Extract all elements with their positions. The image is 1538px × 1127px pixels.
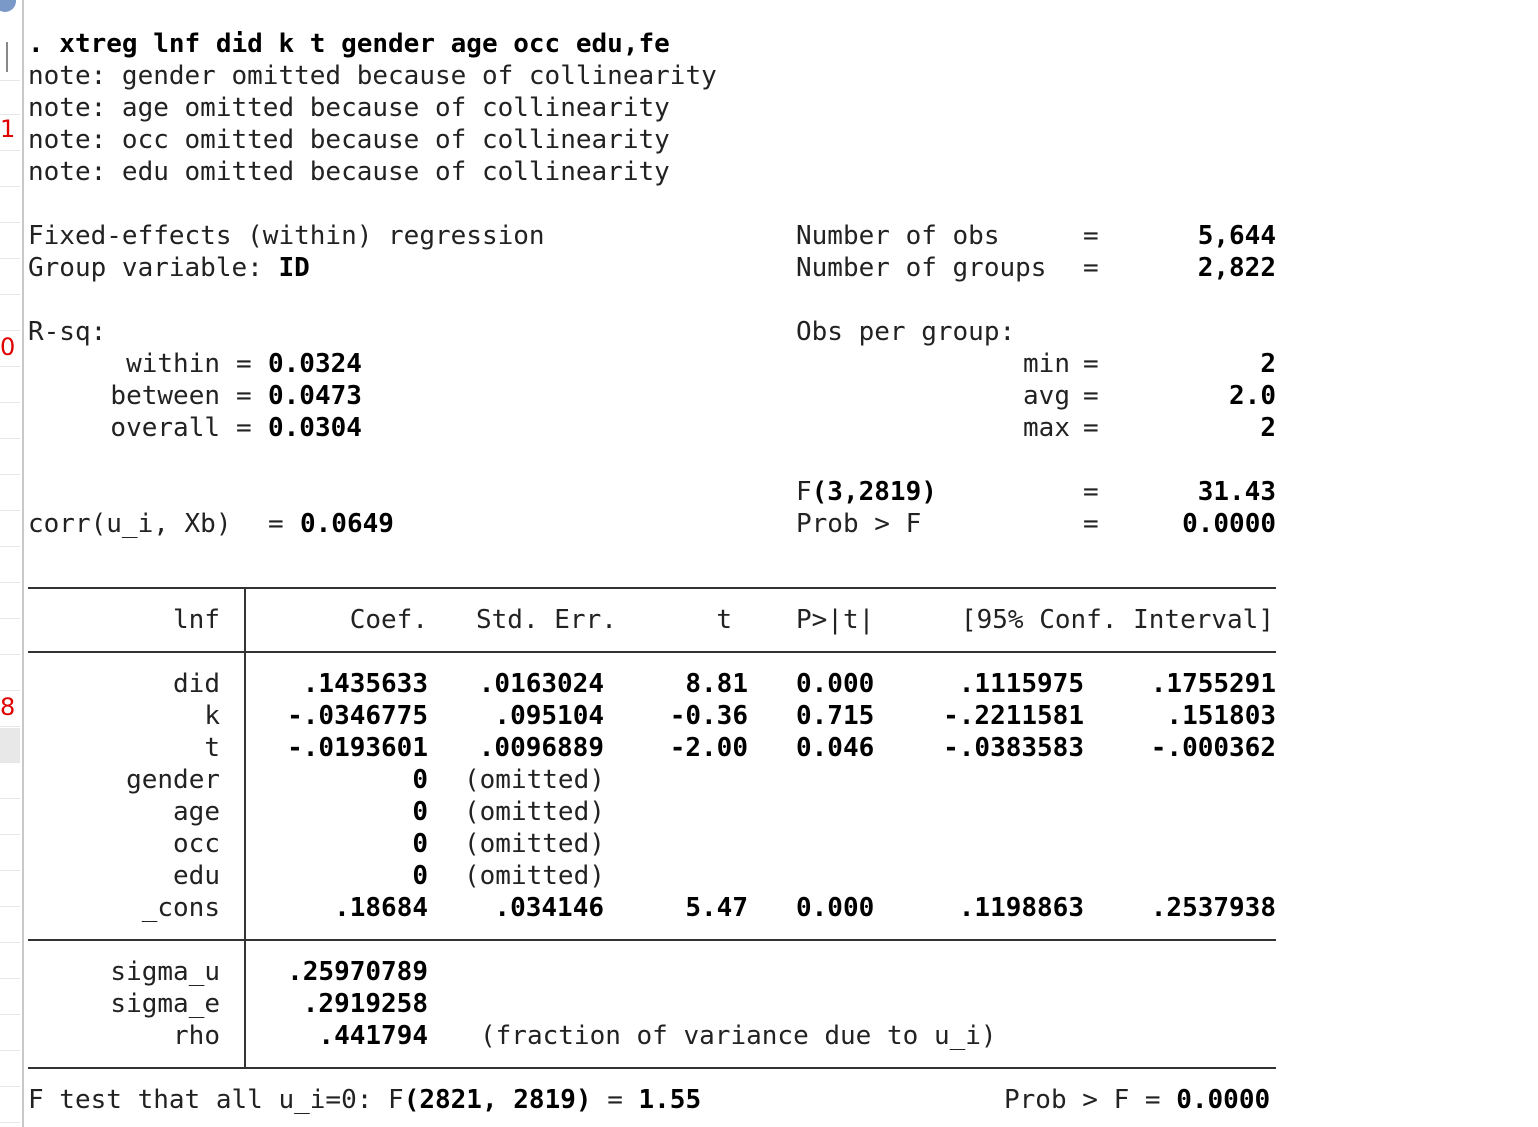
note-line: note: occ omitted because of collinearity [28, 125, 670, 155]
row-variable: edu [173, 861, 220, 891]
f-test-prob-value: 0.0000 [1176, 1085, 1271, 1115]
row-variable: gender [126, 765, 220, 795]
row-p: 0.715 [796, 701, 875, 731]
gutter-number: 1 [0, 115, 16, 143]
equals-sign: = [1144, 1085, 1161, 1115]
gutter-line [0, 618, 20, 619]
gutter-highlight [0, 728, 20, 762]
f-test-line [28, 1084, 701, 1116]
gutter-line [0, 726, 20, 727]
group-variable-value: ID [278, 253, 310, 283]
header-rule [28, 651, 1276, 653]
nobs-label: Number of obs [796, 221, 1000, 251]
gutter-line [0, 150, 20, 151]
gutter-line [0, 906, 20, 907]
row-variable: _cons [141, 893, 220, 923]
row-coef: -.0346775 [287, 701, 428, 731]
note-line: note: gender omitted because of collinearity [28, 61, 717, 91]
gutter-line [0, 654, 20, 655]
overall-label: overall [110, 413, 220, 443]
f-test-prob-label: Prob > F [1004, 1085, 1130, 1115]
avg-value: 2.0 [1229, 381, 1276, 411]
row-t: 8.81 [685, 669, 748, 699]
row-ci-high: .151803 [1166, 701, 1276, 731]
gutter-line [0, 870, 20, 871]
table-top-rule [28, 587, 1276, 589]
sigma-label: sigma_e [110, 989, 220, 1019]
gutter-line [0, 834, 20, 835]
rsq-label: R-sq: [28, 317, 107, 347]
gutter-line [0, 546, 20, 547]
regression-title: Fixed-effects (within) regression [28, 221, 545, 251]
row-ci-high: -.000362 [1150, 733, 1276, 763]
row-ci-low: .1115975 [958, 669, 1084, 699]
max-value: 2 [1260, 413, 1276, 443]
row-omitted: (omitted) [464, 861, 605, 891]
row-variable: k [204, 701, 220, 731]
gutter-number: 0 [0, 333, 16, 361]
row-coef: .1435633 [302, 669, 428, 699]
f-test-value: 1.55 [638, 1085, 702, 1115]
sigma-rule [28, 939, 1276, 941]
note-line: note: age omitted because of collinearity [28, 93, 670, 123]
gutter-number: 8 [0, 693, 16, 721]
row-omitted: (omitted) [464, 765, 605, 795]
row-stderr: .0096889 [478, 733, 604, 763]
avg-label: avg [1023, 381, 1070, 411]
row-p: 0.046 [796, 733, 875, 763]
line-gutter [0, 0, 24, 1127]
row-t: -2.00 [669, 733, 748, 763]
max-label: max [1023, 413, 1070, 443]
note-line: note: edu omitted because of collinearity [28, 157, 670, 187]
equals-sign: = [1083, 253, 1099, 283]
equals-sign: = [1083, 349, 1099, 379]
equals-sign: = [607, 1085, 623, 1115]
gutter-line [0, 582, 20, 583]
row-omitted: (omitted) [464, 829, 605, 859]
column-header-coef: Coef. [349, 605, 428, 635]
equals-sign: = [1083, 381, 1099, 411]
equals-sign: = [1083, 413, 1099, 443]
gutter-line [0, 438, 20, 439]
row-stderr: .034146 [494, 893, 604, 923]
gutter-line [0, 258, 20, 259]
row-t: -0.36 [669, 701, 748, 731]
equals-sign: = [1083, 221, 1099, 251]
table-vertical-rule [244, 587, 246, 1069]
min-value: 2 [1260, 349, 1276, 379]
row-ci-low: -.0383583 [943, 733, 1084, 763]
row-t: 5.47 [685, 893, 748, 923]
gutter-line [0, 1122, 20, 1123]
gutter-line [0, 978, 20, 979]
f-stat-label [796, 476, 937, 508]
nobs-value: 5,644 [1197, 221, 1276, 251]
within-label: within [126, 349, 220, 379]
column-header-stderr: Std. Err. [476, 605, 617, 635]
table-bottom-rule [28, 1067, 1276, 1069]
between-value: 0.0473 [268, 381, 362, 411]
obs-per-group-label: Obs per group: [796, 317, 1016, 347]
equals-sign: = [236, 349, 252, 379]
f-test-args: (2821, 2819) [403, 1085, 592, 1115]
f-stat-args: (3,2819) [811, 477, 937, 507]
equals-sign: = [236, 381, 252, 411]
equals-sign: = [1083, 509, 1099, 539]
sigma-label: sigma_u [110, 957, 220, 987]
gutter-line [0, 1050, 20, 1051]
equals-sign: = [268, 509, 284, 539]
group-variable [28, 252, 310, 284]
row-p: 0.000 [796, 893, 875, 923]
row-coef: 0 [412, 765, 428, 795]
prob-f-value: 0.0000 [1182, 509, 1276, 539]
column-header-t: t [716, 605, 732, 635]
tick-mark [0, 42, 8, 72]
overall-value: 0.0304 [268, 413, 362, 443]
row-ci-high: .1755291 [1150, 669, 1276, 699]
row-variable: t [204, 733, 220, 763]
row-variable: occ [173, 829, 220, 859]
rho-note: (fraction of variance due to u_i) [480, 1021, 997, 1051]
row-coef: .18684 [334, 893, 428, 923]
row-stderr: .095104 [494, 701, 604, 731]
column-header-ci: [95% Conf. Interval] [960, 605, 1274, 635]
min-label: min [1023, 349, 1070, 379]
row-ci-low: -.2211581 [943, 701, 1084, 731]
row-ci-high: .2537938 [1150, 893, 1276, 923]
gutter-line [0, 366, 20, 367]
prob-f-label: Prob > F [796, 509, 922, 539]
sigma-value: .441794 [318, 1021, 428, 1051]
sigma-value: .2919258 [302, 989, 428, 1019]
ngroups-label: Number of groups [796, 253, 1047, 283]
f-test-prob [1004, 1084, 1270, 1116]
sigma-label: rho [173, 1021, 220, 1051]
command-line: . xtreg lnf did k t gender age occ edu,fe [28, 29, 670, 59]
row-variable: age [173, 797, 220, 827]
gutter-line [0, 474, 20, 475]
row-coef: 0 [412, 797, 428, 827]
row-variable: did [173, 669, 220, 699]
sigma-value: .25970789 [287, 957, 428, 987]
gutter-line [0, 1086, 20, 1087]
circle-icon [0, 0, 16, 12]
column-header-depvar: lnf [173, 605, 220, 635]
row-coef: 0 [412, 861, 428, 891]
within-value: 0.0324 [268, 349, 362, 379]
gutter-line [0, 330, 20, 331]
corr-value: 0.0649 [300, 509, 394, 539]
gutter-line [0, 1014, 20, 1015]
gutter-line [0, 186, 20, 187]
gutter-line [0, 510, 20, 511]
row-coef: -.0193601 [287, 733, 428, 763]
f-stat-value: 31.43 [1197, 477, 1276, 507]
gutter-line [0, 762, 20, 763]
gutter-line [0, 80, 20, 81]
gutter-line [0, 402, 20, 403]
row-p: 0.000 [796, 669, 875, 699]
row-stderr: .0163024 [478, 669, 604, 699]
gutter-line [0, 690, 20, 691]
group-variable-label: Group variable: [28, 253, 263, 283]
gutter-line [0, 294, 20, 295]
row-ci-low: .1198863 [958, 893, 1084, 923]
row-omitted: (omitted) [464, 797, 605, 827]
between-label: between [110, 381, 220, 411]
f-stat-prefix: F [796, 477, 812, 507]
gutter-line [0, 942, 20, 943]
column-header-p: P>|t| [796, 605, 875, 635]
gutter-line [0, 798, 20, 799]
ngroups-value: 2,822 [1197, 253, 1276, 283]
f-test-label: F test that all u_i=0: F [28, 1085, 404, 1115]
equals-sign: = [1083, 477, 1099, 507]
equals-sign: = [236, 413, 252, 443]
corr-label: corr(u_i, Xb) [28, 509, 232, 539]
gutter-line [0, 222, 20, 223]
row-coef: 0 [412, 829, 428, 859]
